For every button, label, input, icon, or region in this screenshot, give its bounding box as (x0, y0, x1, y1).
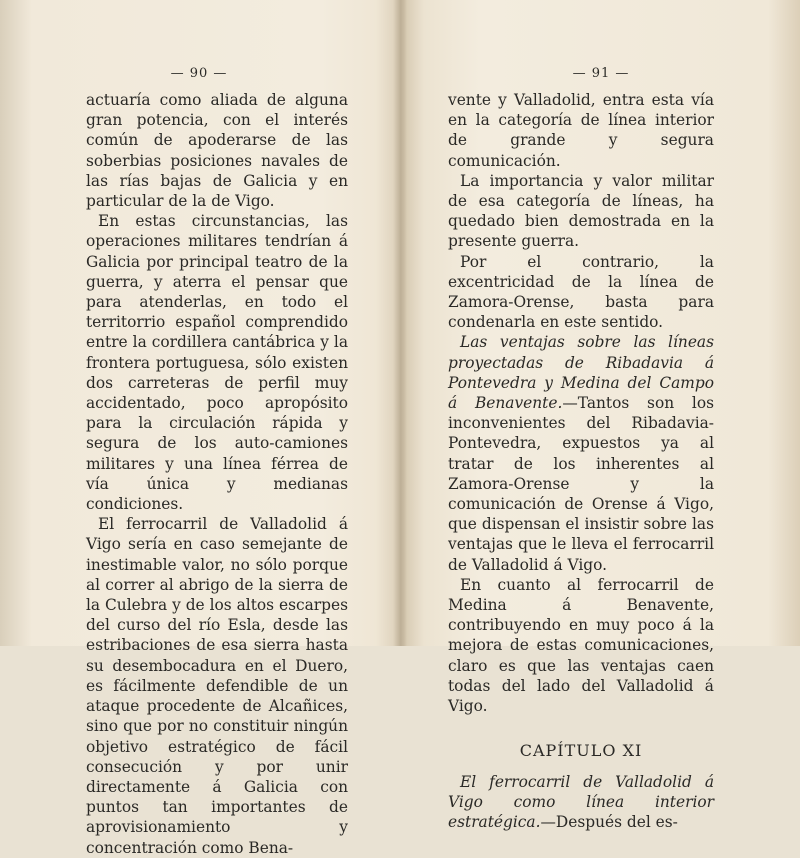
paragraph: En cuanto al ferrocarril de Medina á Benavente, contribuyendo en muy poco á la mejora de estas comunicaciones, claro es que las ventajas caen todas del lado del Valladolid á Vigo. (448, 575, 714, 716)
chapter-heading: CAPÍTULO XI (519, 741, 643, 761)
left-page (0, 0, 398, 857)
paragraph-text: —Tantos son los inconvenientes del Ribadavia-Pontevedra, expuestos ya al tratar de los inherentes al Zamora-Orense y la comunicación de Orense á Vigo, que dispensan el insistir sobre las ventajas que le lleva el ferrocarril de Valladolid á Vigo. (448, 394, 714, 574)
right-page-text (448, 90, 714, 832)
paragraph: Por el contrario, la excentricidad de la línea de Zamora-Orense, basta para condenarla en este sentido. (448, 252, 714, 332)
italic-section-title: El ferrocarril de Valladolid á Vigo como línea interior estratégica. (448, 772, 714, 831)
italic-section-title: Las ventajas sobre las líneas proyectadas de Ribadavia á Pontevedra y Medina del Campo á Benavente. (448, 333, 714, 413)
paragraph-text: —Después del es- (540, 812, 678, 831)
paragraph: En estas circunstancias, las operaciones militares tendrían á Galicia por principal teatro de la guerra, y aterra el pensar que para atenderlas, en todo el territorrio español comprendido entre la cordillera cantábrica y la frontera portuguesa, sólo existen dos carreteras de perfil muy accidentado, poco apropósito para la circulación rápida y segura de los auto-camiones militares y una línea férrea de vía única y medianas condiciones. (86, 212, 348, 514)
paragraph: actuaría como aliada de alguna gran potencia, con el interés común de apoderarse de las soberbias posiciones navales de las rías bajas de Galicia y en particular de la de Vigo. (86, 91, 348, 211)
paragraph (448, 332, 714, 574)
left-page-number: — 90 — (170, 66, 228, 81)
paragraph: vente y Valladolid, entra esta vía en la categoría de línea interior de grande y segura comunicación. (448, 91, 714, 170)
right-page-number: — 91 — (572, 66, 630, 81)
paragraph: La importancia y valor militar de esa categoría de líneas, ha quedado bien demostrada en la presente guerra. (448, 171, 714, 251)
paragraph (448, 772, 714, 833)
right-page (402, 0, 800, 831)
left-page-text (86, 90, 348, 858)
paragraph: El ferrocarril de Valladolid á Vigo sería en caso semejante de inestimable valor, no sólo porque al correr al abrigo de la sierra de la Culebra y de los altos escarpes del curso del río Esla, desde las estribaciones de esa sierra hasta su desembocadura en el Duero, es fácilmente defendible de un ataque procedente de Alcañices, sino que por no constituir ningún objetivo estratégico de fácil consecución y por unir directamente á Galicia con puntos tan importantes de aprovisionamiento y concentración como Bena- (86, 515, 348, 857)
